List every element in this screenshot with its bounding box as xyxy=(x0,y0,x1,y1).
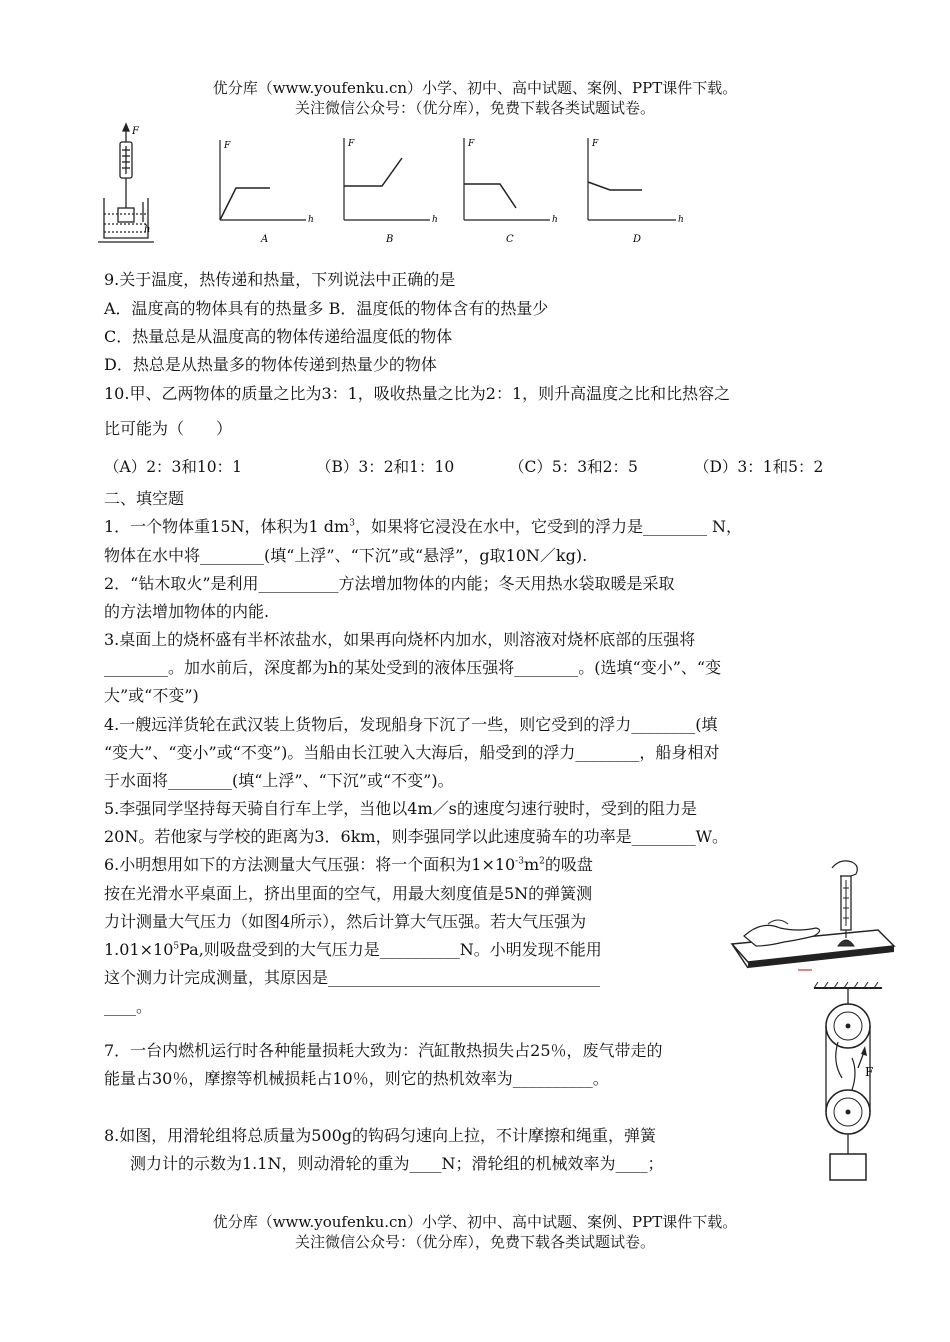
fill-q5-line1: 5.李强同学坚持每天骑自行车上学，当他以4m／s的速度匀速行驶时，受到的阻力是 xyxy=(104,799,697,818)
q9-option-d: D．热总是从热量多的物体传递到热量少的物体 xyxy=(104,355,437,374)
fill-q5-line2: 20N。若他家与学校的距离为3．6km，则李强同学以此速度骑车的功率是________W。 xyxy=(104,827,729,846)
graph-b-y-label: F xyxy=(348,139,355,149)
spring-label-f: F xyxy=(132,126,139,137)
graph-b-x-label: h xyxy=(432,215,438,225)
graph-b-letter: B xyxy=(386,234,394,245)
page-footer-line1: 优分库（www.youfenku.cn）小学、初中、高中试题、案例、PPT课件下载。 xyxy=(212,1213,738,1231)
q10-stem-line1: 10.甲、乙两物体的质量之比为3：1，吸收热量之比为2：1，则升高温度之比和比热容之 xyxy=(104,384,731,403)
pulley-force-label: F xyxy=(865,1065,874,1079)
pulley-figure xyxy=(808,982,888,1188)
graph-d-y-label: F xyxy=(592,139,599,149)
suction-cup-figure xyxy=(728,858,898,978)
fill-q1-line1: 1．一个物体重15N，体积为1 $dm^3$，如果将它浸没在水中，它受到的浮力是________ N， xyxy=(104,517,743,536)
q9-stem: 9.关于温度，热传递和热量，下列说法中正确的是 xyxy=(104,270,456,289)
section-title-fill: 二、填空题 xyxy=(104,489,185,508)
graph-a xyxy=(220,140,306,220)
q10-option-a: （A）2：3和10：1 xyxy=(104,458,243,476)
fill-q6-line5: 这个测力计完成测量，其原因是__________________________________ xyxy=(104,968,601,987)
graph-d xyxy=(588,138,676,220)
fill-q8-line1: 8.如图，用滑轮组将总质量为500g的钩码匀速向上拉，不计摩擦和绳重，弹簧 xyxy=(104,1126,657,1145)
fill-q2-line2: 的方法增加物体的内能. xyxy=(104,602,270,621)
fill-q6-line3: 力计测量大气压力（如图4所示），然后计算大气压强。若大气压强为 xyxy=(104,912,587,931)
fill-q6-line6: ____。 xyxy=(104,997,153,1016)
fill-q7-line1: 7．一台内燃机运行时各种能量损耗大致为：汽缸散热损失占25％，废气带走的 xyxy=(104,1041,663,1060)
fill-q4-line3: 于水面将________(填“上浮”、“下沉”或“不变”)。 xyxy=(104,771,454,790)
fill-q8-line2: 测力计的示数为1.1N，则动滑轮的重为____N；滑轮组的机械效率为____； xyxy=(130,1154,664,1173)
q10-option-d: （D）3：1和5：2 xyxy=(694,458,824,476)
page-header-line2: 关注微信公众号：（优分库），免费下载各类试题试卷。 xyxy=(294,99,655,117)
graph-c-y-label: F xyxy=(468,139,475,149)
fill-q7-line2: 能量占30％，摩擦等机械损耗占10％，则它的热机效率为__________。 xyxy=(104,1069,609,1088)
fill-q4-line1: 4.一艘远洋货轮在武汉装上货物后，发现船身下沉了一些，则它受到的浮力________(填 xyxy=(104,715,718,734)
fill-q6-line1: 6.小明想用如下的方法测量大气压强：将一个面积为$1\times 10^{-3}m^2$的吸盘 xyxy=(104,855,593,874)
fill-q4-line2: “变大”、“变小”或“不变”)。当船由长江驶入大海后，船受到的浮力________，船身相对 xyxy=(104,743,720,762)
graph-a-letter: A xyxy=(261,234,269,245)
fill-q3-line3: 大”或“不变”) xyxy=(104,686,199,705)
q9-option-c: C．热量总是从温度高的物体传递给温度低的物体 xyxy=(104,327,453,346)
q10-stem-line2: 比可能为（ ） xyxy=(104,419,233,438)
fill-q6-line4: $1.01\times 10^5Pa$,则吸盘受到的大气压力是__________N。小明发现不能用 xyxy=(104,940,602,959)
fill-q6-line2: 按在光滑水平桌面上，挤出里面的空气，用最大刻度值是5N的弹簧测 xyxy=(104,884,593,903)
top-figure xyxy=(96,120,696,250)
depth-label-h: h xyxy=(144,224,151,235)
graph-b xyxy=(344,138,430,220)
fill-q1-line2: 物体在水中将________(填“上浮”、“下沉”或“悬浮”，g取10N／kg). xyxy=(104,546,588,565)
fill-q2-line1: 2．“钻木取火”是利用__________方法增加物体的内能；冬天用热水袋取暖是采取 xyxy=(104,574,675,593)
page-header-line1: 优分库（www.youfenku.cn）小学、初中、高中试题、案例、PPT课件下载。 xyxy=(212,79,738,97)
graph-a-y-label: F xyxy=(224,141,231,151)
graph-d-x-label: h xyxy=(678,215,684,225)
q9-option-ab: A．温度高的物体具有的热量多 B．温度低的物体含有的热量少 xyxy=(104,299,549,318)
graph-c xyxy=(464,138,550,220)
graph-c-letter: C xyxy=(506,234,514,245)
graph-d-letter: D xyxy=(633,234,642,245)
graph-c-x-label: h xyxy=(552,215,558,225)
q10-option-b: （B）3：2和1：10 xyxy=(316,458,455,476)
fill-q3-line2: ________。加水前后，深度都为h的某处受到的液体压强将________。(选填“变小”、“变 xyxy=(104,658,722,677)
graph-a-x-label: h xyxy=(308,215,314,225)
page-footer-line2: 关注微信公众号：（优分库），免费下载各类试题试卷。 xyxy=(294,1233,655,1251)
fill-q3-line1: 3.桌面上的烧杯盛有半杯浓盐水，如果再向烧杯内加水，则溶液对烧杯底部的压强将 xyxy=(104,630,696,649)
q10-option-c: （C）5：3和2：5 xyxy=(509,458,638,476)
